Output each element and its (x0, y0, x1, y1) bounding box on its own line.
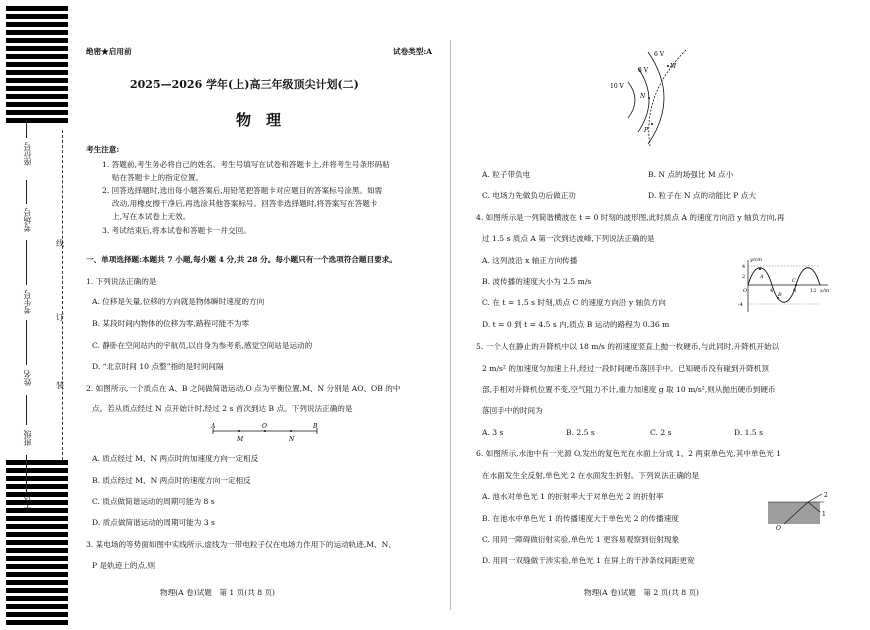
bar (6, 564, 68, 569)
label-n: N (289, 436, 295, 443)
option: B. 某段时间内物体的位移为零,路程可能不为零 (92, 319, 250, 328)
bar (6, 110, 68, 115)
field-underline (26, 240, 27, 285)
bar (6, 516, 68, 521)
label-1: 1 (822, 511, 826, 518)
label-10v: 10 V (610, 83, 624, 90)
label-ycm: y/cm (750, 257, 763, 263)
wave-diagram (738, 254, 833, 316)
label-a: A (211, 423, 216, 430)
field-class: 班级 (23, 430, 32, 446)
question-stem: 6. 如图所示,水池中有一光源 O,发出的复色光在水面上分成 1、2 两束单色光,其中单色光 1 (476, 449, 782, 458)
label-6v: 6 V (654, 51, 665, 58)
option: B. N 点的场强比 M 点小 (648, 170, 734, 179)
binding-mark-bind: 装 (56, 381, 64, 390)
label-b: B (313, 423, 318, 430)
tick-neg4: -4 (738, 302, 743, 308)
option: C. 在 t = 1.5 s 时刻,质点 C 的速度方向沿 y 轴负方向 (482, 298, 666, 307)
label-xm: x/m (820, 288, 830, 294)
note-line: 贴在答题卡上的指定位置。 (112, 173, 204, 182)
label-m: M (237, 436, 244, 443)
column-divider (450, 40, 451, 610)
bar (6, 524, 68, 529)
label-m: M (670, 63, 677, 70)
bar (6, 46, 68, 51)
label-n: N (640, 93, 646, 100)
question-stem: 在水面发生全反射,单色光 2 在水面发生折射。下列说法正确的是 (482, 471, 700, 480)
label-a: A (760, 274, 764, 280)
bar (6, 468, 68, 473)
label-2: 2 (824, 492, 828, 499)
question-stem: 过 1.5 s 质点 A 第一次到达波峰,下列说法正确的是 (482, 234, 655, 243)
note-line: 改动,用橡皮擦干净后,再选涂其他答案标号。回答非选择题时,将答案写在答题卡 (112, 199, 378, 208)
label-o: O (743, 288, 748, 294)
bar (6, 118, 68, 123)
option: A. 这列波沿 x 轴正方向传播 (482, 256, 578, 265)
bar (6, 102, 68, 107)
question-stem: 4. 如图所示是一列简谐横波在 t = 0 时刻的波形图,此时质点 A 的速度方向沿 y 轴负方向,再 (476, 213, 785, 222)
notes-title: 考生注意: (86, 145, 120, 154)
option: A. 质点经过 M、N 两点时的加速度方向一定相反 (92, 454, 259, 463)
water-pool-diagram (762, 488, 834, 532)
tick-x12: 12 (810, 288, 817, 294)
bar (6, 508, 68, 513)
option: B. 在池水中单色光 1 的传播速度大于单色光 2 的传播速度 (482, 514, 679, 523)
option: D. t = 0 到 t = 4.5 s 内,质点 B 运动的路程为 0.36 m (482, 320, 670, 329)
bar (6, 38, 68, 43)
option: A. 位移是矢量,位移的方向就是物体瞬时速度的方向 (92, 297, 265, 306)
bar (6, 588, 68, 593)
bar (6, 62, 68, 67)
bar (6, 484, 68, 489)
question-stem: 1. 下列说法正确的是 (86, 277, 157, 286)
bar (6, 596, 68, 601)
option: D. 质点做简谐运动的周期可能为 3 s (92, 518, 215, 527)
bar (6, 14, 68, 19)
note-line: 上,写在本试卷上无效。 (112, 212, 191, 221)
footer-right: 物理(A 卷)试题 第 2 页(共 8 页) (584, 588, 700, 597)
question-stem: 点。若从质点经过 N 点开始计时,经过 2 s 首次到达 B 点。下列说法正确的是 (92, 404, 353, 413)
field-underline (26, 320, 27, 365)
field-underline (26, 395, 27, 425)
question-stem: 5. 一个人在静止的升降机中以 18 m/s 的初速度竖直上抛一枚硬币,与此同时,升降机开始以 (476, 342, 780, 351)
shm-diagram (205, 422, 325, 444)
secret-label: 绝密★启用前 (86, 47, 132, 56)
bar (6, 460, 68, 465)
question-stem: P 是轨迹上的点,则 (92, 561, 156, 570)
bar (6, 540, 68, 545)
option: B. 质点经过 M、N 两点时的速度方向一定相反 (92, 476, 251, 485)
bar (6, 94, 68, 99)
bar (6, 6, 68, 11)
bar (6, 556, 68, 561)
option: D. “北京时间 10 点整”指的是时间间隔 (92, 362, 224, 371)
field-candidate-number: 考生号 (23, 290, 32, 314)
bar (6, 54, 68, 59)
option: A. 池水对单色光 1 的折射率大于对单色光 2 的折射率 (482, 492, 664, 501)
label-8v: 8 V (638, 67, 649, 74)
bar (6, 620, 68, 625)
option: B. 2.5 s (566, 428, 595, 437)
question-stem: 部,手相对升降机位置不变,空气阻力不计,重力加速度 g 取 10 m/s²,则从抛出硬币到硬币 (482, 385, 776, 394)
bar (6, 492, 68, 497)
binding-dashed-line (62, 130, 63, 460)
tick-x8: 8 (793, 288, 797, 294)
question-stem: 落回手中的时间为 (482, 406, 543, 415)
field-seat-number: 座位号 (23, 142, 32, 166)
option: D. 粒子在 N 点的动能比 P 点大 (648, 191, 756, 200)
option: C. 静卧在空间站内的宇航员,以自身为参考系,感觉空间站是运动的 (92, 341, 313, 350)
bar (6, 86, 68, 91)
paper-type: 试卷类型:A (393, 47, 433, 56)
tick-4: 4 (742, 264, 746, 270)
label-o: O (262, 423, 267, 430)
field-room-number: 考场号 (23, 208, 32, 232)
label-b: B (778, 292, 782, 298)
bar (6, 476, 68, 481)
bar (6, 30, 68, 35)
note-line: 3. 考试结束后,将本试卷和答题卡一并交回。 (102, 226, 251, 235)
note-line: 1. 答题前,考生务必将自己的姓名、考生号填写在试卷和答题卡上,并将考生号条形码粘 (102, 160, 390, 169)
exam-title: 2025—2026 学年(上)高三年级顶尖计划(二) (130, 78, 359, 91)
binding-mark-staple: 订 (56, 313, 64, 322)
bar (6, 612, 68, 617)
bar (6, 548, 68, 553)
field-name: 姓名 (23, 370, 32, 386)
option: C. 2 s (650, 428, 672, 437)
note-line: 2. 回答选择题时,选出每小题答案后,用铅笔把答题卡对应题目的答案标号涂黑。如需 (102, 186, 383, 195)
option: B. 波传播的速度大小为 2.5 m/s (482, 277, 592, 286)
option: D. 用同一双缝做干涉实验,单色光 1 在屏上的干涉条纹间距更宽 (482, 556, 695, 565)
field-underline (26, 180, 27, 204)
question-stem: 2 m/s² 的加速度匀加速上升,经过一段时间硬币落回手中。已知硬币没有碰到升降机顶 (482, 364, 769, 373)
tick-x4: 4 (770, 288, 774, 294)
section-heading: 一、单项选择题:本题共 7 小题,每小题 4 分,共 28 分。每小题只有一个选项符合题目要求。 (86, 255, 397, 264)
option: A. 粒子带负电 (482, 170, 531, 179)
question-stem: 3. 某电场的等势面如图中实线所示,虚线为一带电粒子仅在电场力作用下的运动轨迹,M、N、 (86, 540, 396, 549)
binding-mark-line: 线 (56, 239, 64, 248)
label-o: O (776, 525, 781, 532)
bar (6, 572, 68, 577)
label-c: C (792, 278, 796, 284)
bar (6, 500, 68, 505)
bar (6, 604, 68, 609)
footer-left: 物理(A 卷)试题 第 1 页(共 8 页) (160, 588, 276, 597)
field-underline (26, 120, 27, 138)
option: A. 3 s (482, 428, 504, 437)
bar (6, 78, 68, 83)
option: D. 1.5 s (734, 428, 764, 437)
bar (6, 580, 68, 585)
option: C. 电场力先做负功后做正功 (482, 191, 576, 200)
option: C. 质点做简谐运动的周期可能为 8 s (92, 497, 215, 506)
question-stem: 2. 如图所示,一个质点在 A、B 之间做简谐运动,O 点为平衡位置,M、N 分别是 AO、OB 的中 (86, 384, 401, 393)
equipotential-diagram (608, 46, 708, 150)
subject-title: 物 理 (236, 111, 282, 129)
field-school: 学校 (23, 497, 32, 513)
field-underline (26, 455, 27, 493)
bar (6, 70, 68, 75)
bar (6, 532, 68, 537)
tick-2: 2 (742, 274, 746, 280)
option: C. 用同一障碍做衍射实验,单色光 1 更容易观察到衍射现象 (482, 535, 680, 544)
bar (6, 22, 68, 27)
label-p: P (644, 127, 649, 134)
